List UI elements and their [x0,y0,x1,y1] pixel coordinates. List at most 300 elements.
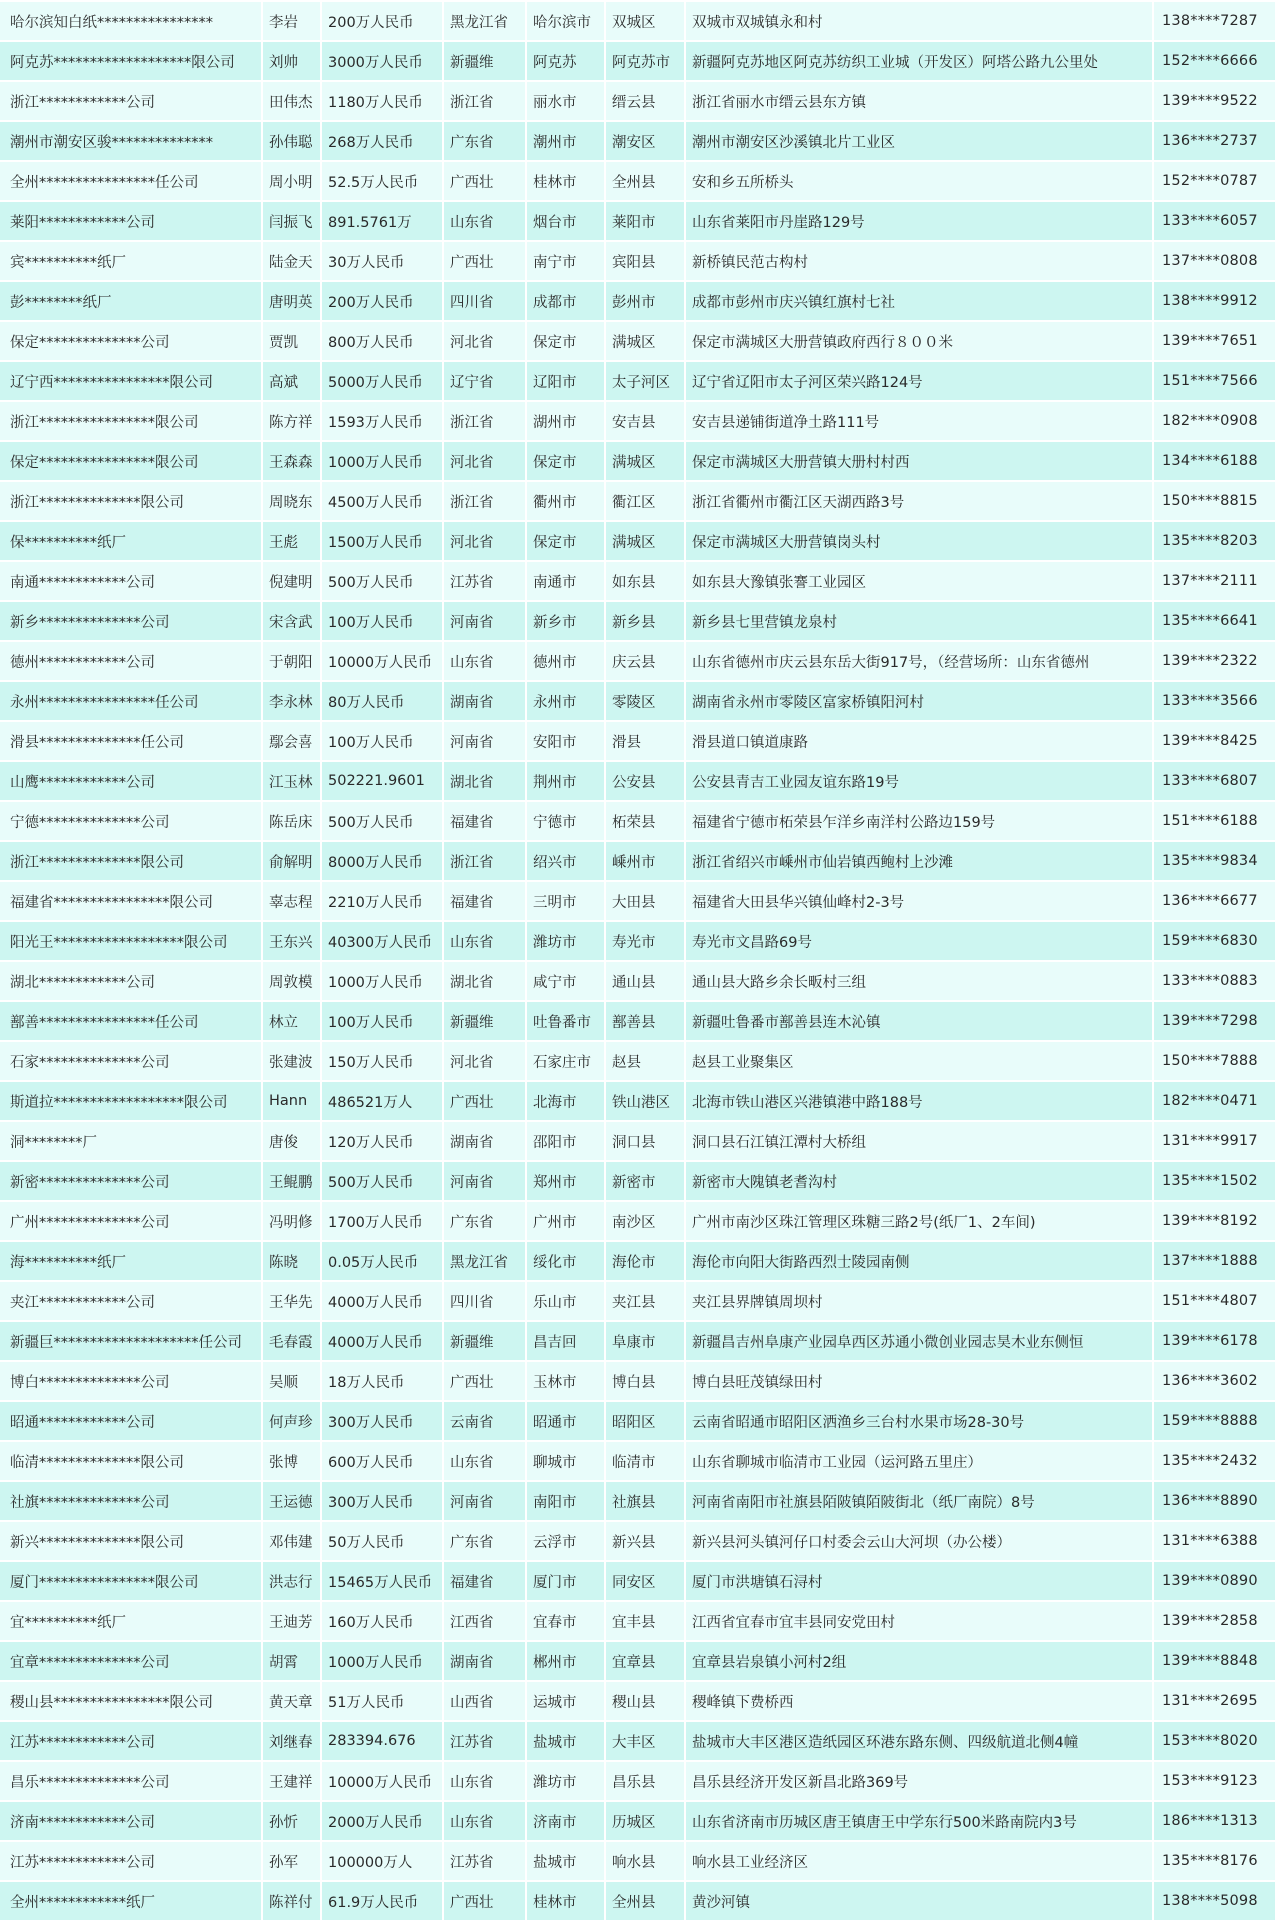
phone-cell: 139****0890 [1154,1562,1277,1602]
contact-name-cell: 黄天章 [263,1682,322,1722]
table-body [0,2,1280,1920]
contact-name-cell: 周小明 [263,162,322,202]
table-row [0,682,1280,722]
address-cell: 湖南省永州市零陵区富家桥镇阳河村 [686,682,1154,722]
address-cell: 安吉县递铺街道净土路111号 [686,402,1154,442]
contact-name-cell: 江玉林 [263,762,322,802]
address-cell: 新乡县七里营镇龙泉村 [686,602,1154,642]
city-cell: 南宁市 [527,242,606,282]
address-cell: 寿光市文昌路69号 [686,922,1154,962]
district-cell: 铁山港区 [606,1082,686,1122]
address-cell: 云南省昭通市昭阳区洒渔乡三台村水果市场28-30号 [686,1402,1154,1442]
address-cell: 厦门市洪塘镇石浔村 [686,1562,1154,1602]
company-name-cell: 全州************纸厂 [0,1882,263,1920]
registered-capital-cell: 61.9万人民币 [322,1882,444,1920]
company-name-cell: 德州************公司 [0,642,263,682]
registered-capital-cell: 100万人民币 [322,722,444,762]
district-cell: 赵县 [606,1042,686,1082]
contact-name-cell: 闫振飞 [263,202,322,242]
company-name-cell: 保定****************限公司 [0,442,263,482]
district-cell: 宾阳县 [606,242,686,282]
province-cell: 广西壮 [444,1362,527,1402]
province-cell: 山东省 [444,202,527,242]
phone-cell: 135****2432 [1154,1442,1277,1482]
contact-name-cell: 鄢会喜 [263,722,322,762]
province-cell: 山东省 [444,1442,527,1482]
phone-cell: 139****9522 [1154,82,1277,122]
address-cell: 如东县大豫镇张謇工业园区 [686,562,1154,602]
city-cell: 北海市 [527,1082,606,1122]
district-cell: 满城区 [606,522,686,562]
city-cell: 郑州市 [527,1162,606,1202]
province-cell: 广西壮 [444,242,527,282]
province-cell: 四川省 [444,282,527,322]
city-cell: 乐山市 [527,1282,606,1322]
city-cell: 成都市 [527,282,606,322]
address-cell: 滑县道口镇道康路 [686,722,1154,762]
table-row [0,1802,1280,1842]
province-cell: 山东省 [444,922,527,962]
registered-capital-cell: 600万人民币 [322,1442,444,1482]
contact-name-cell: 周晓东 [263,482,322,522]
company-name-cell: 浙江****************限公司 [0,402,263,442]
company-name-cell: 广州**************公司 [0,1202,263,1242]
address-cell: 新疆昌吉州阜康产业园阜西区苏通小微创业园志昊木业东侧恒 [686,1322,1154,1362]
district-cell: 社旗县 [606,1482,686,1522]
table-row [0,1162,1280,1202]
district-cell: 庆云县 [606,642,686,682]
city-cell: 玉林市 [527,1362,606,1402]
address-cell: 浙江省丽水市缙云县东方镇 [686,82,1154,122]
company-name-cell: 社旗**************公司 [0,1482,263,1522]
address-cell: 夹江县界牌镇周坝村 [686,1282,1154,1322]
registered-capital-cell: 10000万人民币 [322,642,444,682]
phone-cell: 137****2111 [1154,562,1277,602]
phone-cell: 135****1502 [1154,1162,1277,1202]
table-row [0,162,1280,202]
address-cell: 北海市铁山港区兴港镇港中路188号 [686,1082,1154,1122]
registered-capital-cell: 1000万人民币 [322,1642,444,1682]
registered-capital-cell: 150万人民币 [322,1042,444,1082]
address-cell: 双城市双城镇永和村 [686,2,1154,42]
city-cell: 衢州市 [527,482,606,522]
city-cell: 潮州市 [527,122,606,162]
company-name-cell: 保定**************公司 [0,322,263,362]
city-cell: 宁德市 [527,802,606,842]
district-cell: 夹江县 [606,1282,686,1322]
contact-name-cell: 唐明英 [263,282,322,322]
phone-cell: 136****6677 [1154,882,1277,922]
district-cell: 滑县 [606,722,686,762]
city-cell: 南通市 [527,562,606,602]
city-cell: 哈尔滨市 [527,2,606,42]
contact-name-cell: 陈晓 [263,1242,322,1282]
phone-cell: 138****5098 [1154,1882,1277,1920]
city-cell: 永州市 [527,682,606,722]
contact-name-cell: 王彪 [263,522,322,562]
table-row [0,322,1280,362]
table-row [0,562,1280,602]
address-cell: 福建省大田县华兴镇仙峰村2-3号 [686,882,1154,922]
contact-name-cell: 于朝阳 [263,642,322,682]
table-row [0,1122,1280,1162]
company-name-cell: 山鹰************公司 [0,762,263,802]
phone-cell: 159****6830 [1154,922,1277,962]
company-name-cell: 鄯善****************任公司 [0,1002,263,1042]
province-cell: 河北省 [444,442,527,482]
phone-cell: 133****0883 [1154,962,1277,1002]
city-cell: 烟台市 [527,202,606,242]
contact-name-cell: 陈祥付 [263,1882,322,1920]
contact-name-cell: 王建祥 [263,1762,322,1802]
address-cell: 赵县工业聚集区 [686,1042,1154,1082]
registered-capital-cell: 300万人民币 [322,1482,444,1522]
company-name-cell: 江苏************公司 [0,1722,263,1762]
table-row [0,1442,1280,1482]
city-cell: 湖州市 [527,402,606,442]
registered-capital-cell: 1180万人民币 [322,82,444,122]
district-cell: 宜章县 [606,1642,686,1682]
province-cell: 河南省 [444,602,527,642]
province-cell: 浙江省 [444,842,527,882]
address-cell: 稷峰镇下费桥西 [686,1682,1154,1722]
company-name-cell: 厦门****************限公司 [0,1562,263,1602]
address-cell: 河南省南阳市社旗县陌陂镇陌陂街北（纸厂南院）8号 [686,1482,1154,1522]
registered-capital-cell: 40300万人民币 [322,922,444,962]
registered-capital-cell: 502221.9601 [322,762,444,802]
phone-cell: 139****6178 [1154,1322,1277,1362]
address-cell: 保定市满城区大册营镇大册村村西 [686,442,1154,482]
table-row [0,922,1280,962]
company-name-cell: 保**********纸厂 [0,522,263,562]
phone-cell: 136****3602 [1154,1362,1277,1402]
address-cell: 保定市满城区大册营镇岗头村 [686,522,1154,562]
phone-cell: 152****6666 [1154,42,1277,82]
contact-name-cell: 高斌 [263,362,322,402]
phone-cell: 139****7651 [1154,322,1277,362]
table-row [0,1082,1280,1122]
city-cell: 昭通市 [527,1402,606,1442]
table-row [0,1202,1280,1242]
district-cell: 满城区 [606,322,686,362]
district-cell: 太子河区 [606,362,686,402]
company-name-cell: 哈尔滨知白纸**************** [0,2,263,42]
phone-cell: 131****9917 [1154,1122,1277,1162]
province-cell: 辽宁省 [444,362,527,402]
district-cell: 零陵区 [606,682,686,722]
company-name-cell: 新兴**************限公司 [0,1522,263,1562]
company-name-cell: 浙江************公司 [0,82,263,122]
registered-capital-cell: 486521万人 [322,1082,444,1122]
registered-capital-cell: 18万人民币 [322,1362,444,1402]
table-row [0,762,1280,802]
table-row [0,642,1280,682]
table-row [0,1882,1280,1920]
address-cell: 新疆阿克苏地区阿克苏纺织工业城（开发区）阿塔公路九公里处 [686,42,1154,82]
registered-capital-cell: 1593万人民币 [322,402,444,442]
company-name-cell: 斯道拉******************限公司 [0,1082,263,1122]
district-cell: 缙云县 [606,82,686,122]
province-cell: 河南省 [444,722,527,762]
district-cell: 双城区 [606,2,686,42]
province-cell: 广西壮 [444,162,527,202]
table-row [0,1402,1280,1442]
registered-capital-cell: 500万人民币 [322,562,444,602]
province-cell: 浙江省 [444,402,527,442]
city-cell: 云浮市 [527,1522,606,1562]
contact-name-cell: 张博 [263,1442,322,1482]
table-row [0,602,1280,642]
company-name-cell: 新疆巨********************任公司 [0,1322,263,1362]
province-cell: 福建省 [444,802,527,842]
district-cell: 同安区 [606,1562,686,1602]
province-cell: 广西壮 [444,1882,527,1920]
phone-cell: 137****1888 [1154,1242,1277,1282]
address-cell: 海伦市向阳大街路西烈士陵园南侧 [686,1242,1154,1282]
city-cell: 辽阳市 [527,362,606,402]
company-name-cell: 阳光王******************限公司 [0,922,263,962]
city-cell: 济南市 [527,1802,606,1842]
city-cell: 盐城市 [527,1722,606,1762]
province-cell: 江苏省 [444,1842,527,1882]
province-cell: 山东省 [444,1762,527,1802]
district-cell: 全州县 [606,162,686,202]
company-name-cell: 阿克苏*******************限公司 [0,42,263,82]
company-name-cell: 永州****************任公司 [0,682,263,722]
district-cell: 大田县 [606,882,686,922]
registered-capital-cell: 1000万人民币 [322,442,444,482]
district-cell: 公安县 [606,762,686,802]
registered-capital-cell: 100000万人 [322,1842,444,1882]
address-cell: 保定市满城区大册营镇政府西行８００米 [686,322,1154,362]
contact-name-cell: 刘帅 [263,42,322,82]
registered-capital-cell: 2000万人民币 [322,1802,444,1842]
registered-capital-cell: 800万人民币 [322,322,444,362]
address-cell: 新兴县河头镇河仔口村委会云山大河坝（办公楼） [686,1522,1154,1562]
city-cell: 广州市 [527,1202,606,1242]
district-cell: 宜丰县 [606,1602,686,1642]
district-cell: 新兴县 [606,1522,686,1562]
address-cell: 江西省宜春市宜丰县同安党田村 [686,1602,1154,1642]
phone-cell: 136****8890 [1154,1482,1277,1522]
table-row [0,842,1280,882]
phone-cell: 135****6641 [1154,602,1277,642]
registered-capital-cell: 268万人民币 [322,122,444,162]
registered-capital-cell: 80万人民币 [322,682,444,722]
address-cell: 通山县大路乡余长畈村三组 [686,962,1154,1002]
company-name-cell: 浙江**************限公司 [0,482,263,522]
phone-cell: 151****4807 [1154,1282,1277,1322]
company-name-cell: 洞********厂 [0,1122,263,1162]
city-cell: 丽水市 [527,82,606,122]
contact-name-cell: 邓伟建 [263,1522,322,1562]
contact-name-cell: 冯明修 [263,1202,322,1242]
city-cell: 德州市 [527,642,606,682]
table-row [0,442,1280,482]
phone-cell: 138****9912 [1154,282,1277,322]
table-row [0,522,1280,562]
city-cell: 桂林市 [527,1882,606,1920]
company-name-cell: 潮州市潮安区骏************** [0,122,263,162]
registered-capital-cell: 300万人民币 [322,1402,444,1442]
contact-name-cell: 唐俊 [263,1122,322,1162]
address-cell: 新密市大隗镇老耆沟村 [686,1162,1154,1202]
table-row [0,2,1280,42]
address-cell: 浙江省衢州市衢江区天湖西路3号 [686,482,1154,522]
province-cell: 湖南省 [444,682,527,722]
company-name-cell: 莱阳************公司 [0,202,263,242]
table-row [0,1602,1280,1642]
table-row [0,1842,1280,1882]
city-cell: 咸宁市 [527,962,606,1002]
table-row [0,1682,1280,1722]
address-cell: 福建省宁德市柘荣县乍洋乡南洋村公路边159号 [686,802,1154,842]
company-name-cell: 临清**************限公司 [0,1442,263,1482]
phone-cell: 135****8176 [1154,1842,1277,1882]
province-cell: 湖北省 [444,962,527,1002]
district-cell: 临清市 [606,1442,686,1482]
city-cell: 三明市 [527,882,606,922]
district-cell: 全州县 [606,1882,686,1920]
address-cell: 昌乐县经济开发区新昌北路369号 [686,1762,1154,1802]
table-row [0,962,1280,1002]
province-cell: 新疆维 [444,1002,527,1042]
district-cell: 莱阳市 [606,202,686,242]
district-cell: 昭阳区 [606,1402,686,1442]
registered-capital-cell: 160万人民币 [322,1602,444,1642]
province-cell: 河南省 [444,1482,527,1522]
district-cell: 阜康市 [606,1322,686,1362]
address-cell: 新桥镇民范古构村 [686,242,1154,282]
phone-cell: 151****6188 [1154,802,1277,842]
address-cell: 博白县旺茂镇绿田村 [686,1362,1154,1402]
province-cell: 广东省 [444,1202,527,1242]
phone-cell: 135****8203 [1154,522,1277,562]
contact-name-cell: Hann [263,1082,322,1122]
city-cell: 保定市 [527,322,606,362]
registered-capital-cell: 1500万人民币 [322,522,444,562]
contact-name-cell: 陈岳床 [263,802,322,842]
district-cell: 大丰区 [606,1722,686,1762]
table-row [0,42,1280,82]
city-cell: 吐鲁番市 [527,1002,606,1042]
registered-capital-cell: 5000万人民币 [322,362,444,402]
company-name-cell: 滑县**************任公司 [0,722,263,762]
contact-name-cell: 贾凯 [263,322,322,362]
district-cell: 安吉县 [606,402,686,442]
city-cell: 阿克苏 [527,42,606,82]
table-row [0,482,1280,522]
company-name-cell: 江苏************公司 [0,1842,263,1882]
province-cell: 云南省 [444,1402,527,1442]
phone-cell: 139****8192 [1154,1202,1277,1242]
phone-cell: 182****0471 [1154,1082,1277,1122]
phone-cell: 151****7566 [1154,362,1277,402]
contact-name-cell: 毛春霞 [263,1322,322,1362]
city-cell: 郴州市 [527,1642,606,1682]
address-cell: 浙江省绍兴市嵊州市仙岩镇西鲍村上沙滩 [686,842,1154,882]
address-cell: 洞口县石江镇江潭村大桥组 [686,1122,1154,1162]
contact-name-cell: 孙军 [263,1842,322,1882]
district-cell: 寿光市 [606,922,686,962]
district-cell: 鄯善县 [606,1002,686,1042]
province-cell: 湖北省 [444,762,527,802]
province-cell: 江苏省 [444,562,527,602]
phone-cell: 139****2322 [1154,642,1277,682]
table-row [0,202,1280,242]
contact-name-cell: 王华先 [263,1282,322,1322]
table-row [0,1482,1280,1522]
district-cell: 新乡县 [606,602,686,642]
city-cell: 石家庄市 [527,1042,606,1082]
table-row [0,242,1280,282]
province-cell: 广西壮 [444,1082,527,1122]
address-cell: 成都市彭州市庆兴镇红旗村七社 [686,282,1154,322]
company-name-cell: 湖北************公司 [0,962,263,1002]
company-name-cell: 石家**************公司 [0,1042,263,1082]
city-cell: 厦门市 [527,1562,606,1602]
phone-cell: 134****6188 [1154,442,1277,482]
district-cell: 博白县 [606,1362,686,1402]
table-row [0,802,1280,842]
address-cell: 广州市南沙区珠江管理区珠糖三路2号(纸厂1、2车间) [686,1202,1154,1242]
registered-capital-cell: 500万人民币 [322,802,444,842]
registered-capital-cell: 200万人民币 [322,2,444,42]
phone-cell: 159****8888 [1154,1402,1277,1442]
province-cell: 河南省 [444,1162,527,1202]
table-row [0,1242,1280,1282]
district-cell: 历城区 [606,1802,686,1842]
district-cell: 如东县 [606,562,686,602]
district-cell: 阿克苏市 [606,42,686,82]
table-row [0,1642,1280,1682]
contact-name-cell: 孙伟聪 [263,122,322,162]
phone-cell: 133****6807 [1154,762,1277,802]
company-name-cell: 全州****************任公司 [0,162,263,202]
address-cell: 山东省莱阳市丹崖路129号 [686,202,1154,242]
registered-capital-cell: 2210万人民币 [322,882,444,922]
registered-capital-cell: 4500万人民币 [322,482,444,522]
registered-capital-cell: 100万人民币 [322,1002,444,1042]
city-cell: 绍兴市 [527,842,606,882]
contact-name-cell: 周敦模 [263,962,322,1002]
province-cell: 浙江省 [444,482,527,522]
address-cell: 盐城市大丰区港区造纸园区环港东路东侧、四级航道北侧4幢 [686,1722,1154,1762]
province-cell: 黑龙江省 [444,1242,527,1282]
city-cell: 昌吉回 [527,1322,606,1362]
province-cell: 福建省 [444,882,527,922]
phone-cell: 186****1313 [1154,1802,1277,1842]
company-name-cell: 济南************公司 [0,1802,263,1842]
company-name-cell: 宾**********纸厂 [0,242,263,282]
contact-name-cell: 俞解明 [263,842,322,882]
phone-cell: 139****8848 [1154,1642,1277,1682]
contact-name-cell: 张建波 [263,1042,322,1082]
registered-capital-cell: 30万人民币 [322,242,444,282]
address-cell: 新疆吐鲁番市鄯善县连木沁镇 [686,1002,1154,1042]
city-cell: 绥化市 [527,1242,606,1282]
district-cell: 洞口县 [606,1122,686,1162]
province-cell: 山东省 [444,1802,527,1842]
table-row [0,1522,1280,1562]
province-cell: 福建省 [444,1562,527,1602]
contact-name-cell: 倪建明 [263,562,322,602]
table-row [0,1042,1280,1082]
phone-cell: 139****7298 [1154,1002,1277,1042]
company-name-cell: 辽宁西****************限公司 [0,362,263,402]
phone-cell: 182****0908 [1154,402,1277,442]
registered-capital-cell: 1000万人民币 [322,962,444,1002]
